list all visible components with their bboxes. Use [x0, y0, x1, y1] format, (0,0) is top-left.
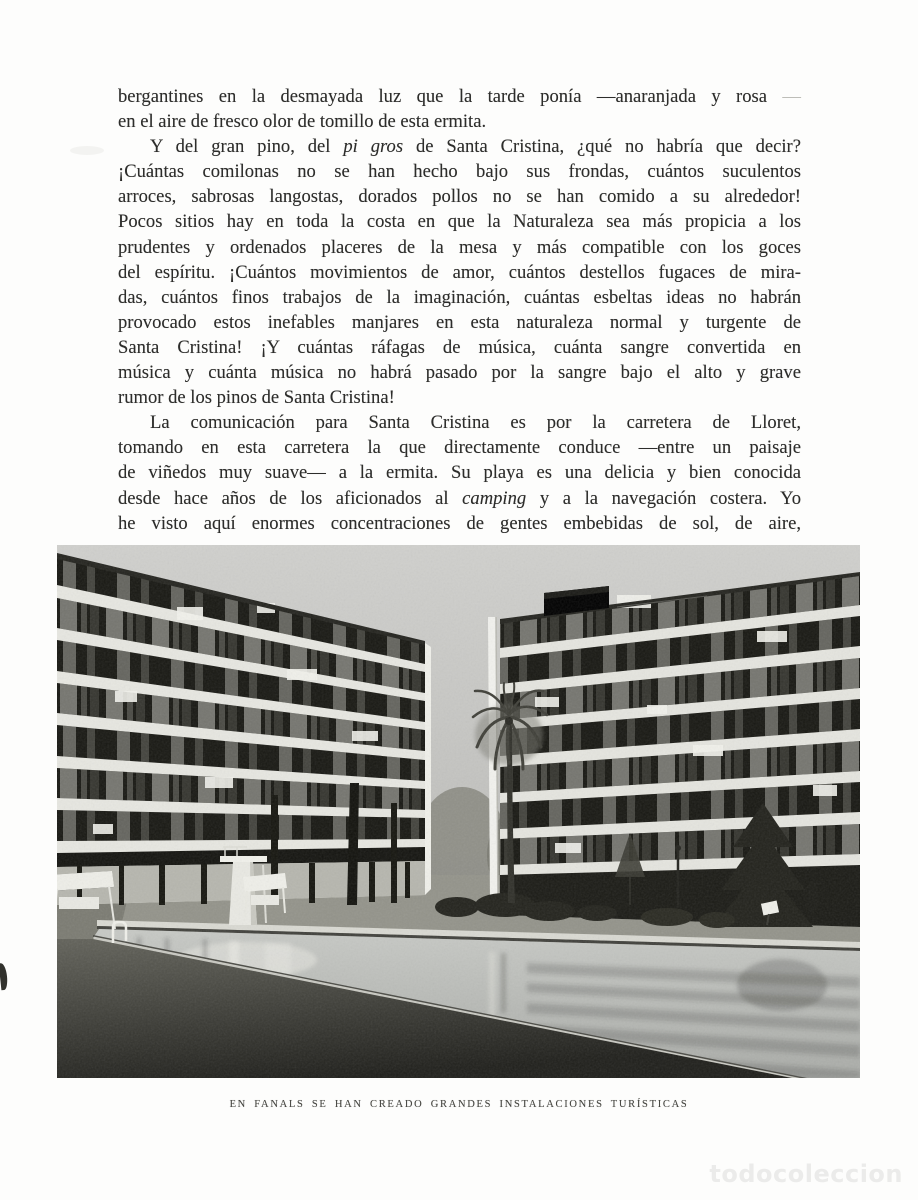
- photo-caption: EN FANALS SE HAN CREADO GRANDES INSTALACIONES TURÍSTICAS: [229, 1099, 689, 1110]
- text-line: tomando en esta carretera la que directamente conduce —entre un paisaje: [118, 437, 801, 459]
- text-line: prudentes y ordenados placeres de la mesa y más compatible con los goces: [118, 236, 801, 258]
- text-line: provocado estos inefables manjares en esta naturaleza normal y turgente de: [118, 311, 801, 333]
- text-line: música y cuánta música no habrá pasado por la sangre bajo el alto y grave: [118, 362, 801, 384]
- text-line: desde hace años de los aficionados al camping y a la navegación costera. Yo: [118, 487, 801, 509]
- scan-edge-mark: [0, 963, 8, 991]
- text-line: ¡Cuántas comilonas no se han hecho bajo sus frondas, cuántos suculentos: [118, 161, 801, 183]
- text-line: rumor de los pinos de Santa Cristina!: [118, 387, 395, 409]
- watermark: todocoleccion: [709, 1160, 903, 1188]
- text-line: en el aire de fresco olor de tomillo de esta ermita.: [118, 111, 487, 133]
- text-line: de viñedos muy suave— a la ermita. Su playa es una delicia y bien conocida: [118, 462, 801, 484]
- photo-grain: [57, 545, 860, 1078]
- text-line: he visto aquí enormes concentraciones de gentes embebidas de sol, de aire,: [118, 512, 801, 534]
- photo-illustration: [57, 545, 860, 1078]
- photo-figure: [57, 545, 860, 1078]
- text-block: [118, 84, 801, 536]
- text-line: La comunicación para Santa Cristina es por la carretera de Lloret,: [150, 412, 801, 434]
- text-line: Pocos sitios hay en toda la costa en que la Naturaleza sea más propicia a los: [118, 211, 801, 233]
- text-line: Y del gran pino, del pi gros de Santa Cristina, ¿qué no habría que decir?: [150, 136, 801, 158]
- text-line: das, cuántos finos trabajos de la imaginación, cuántas esbeltas ideas no habrán: [118, 286, 801, 308]
- scan-smudge: [70, 146, 104, 155]
- text-line: arroces, sabrosas langostas, dorados pollos no se han comido a su alrededor!: [118, 186, 801, 208]
- text-line: bergantines en la desmayada luz que la tarde ponía —anaranjada y rosa —: [118, 86, 801, 107]
- text-line: Santa Cristina! ¡Y cuántas ráfagas de música, cuánta sangre convertida en: [118, 336, 801, 358]
- text-line: del espíritu. ¡Cuántos movimientos de amor, cuántos destellos fugaces de mira-: [118, 261, 801, 283]
